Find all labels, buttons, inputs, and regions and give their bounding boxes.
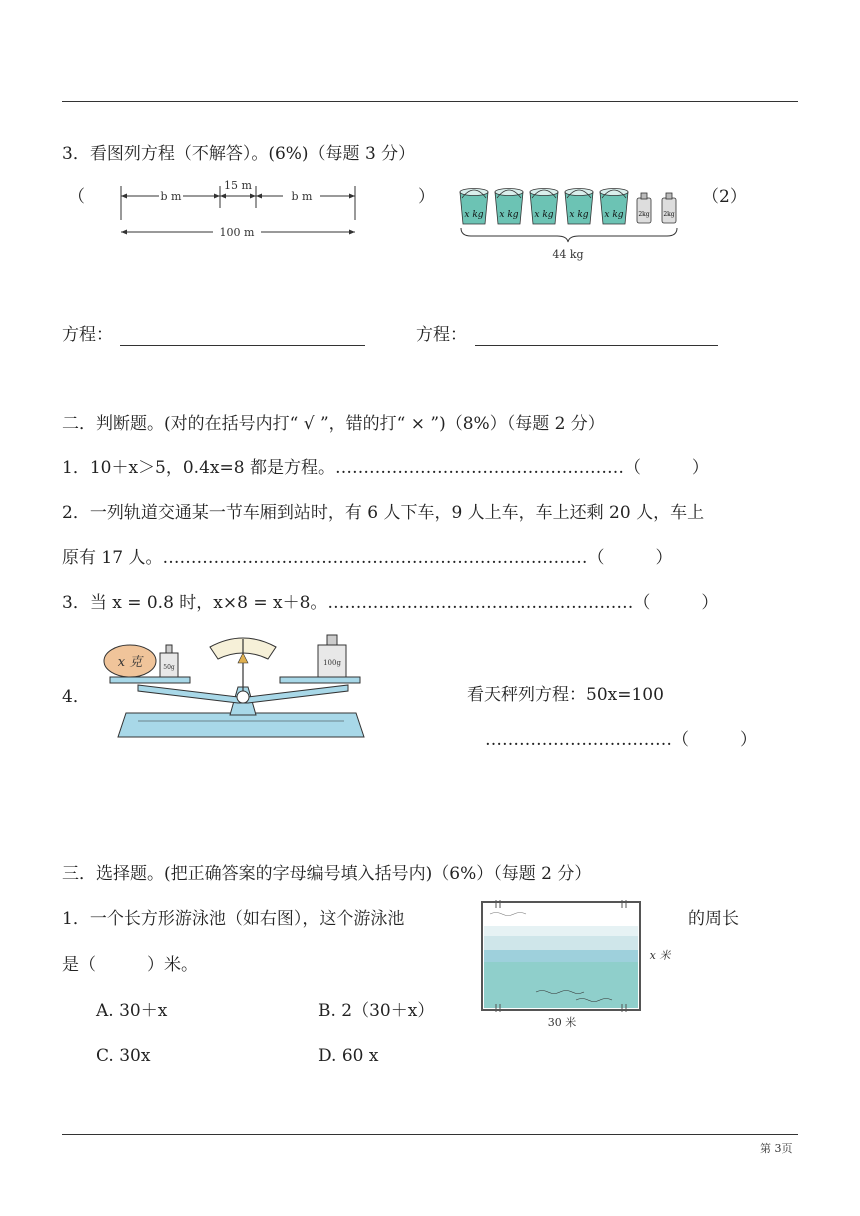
segment-diagram (115, 176, 365, 246)
equation-label-2: 方程： (416, 325, 467, 345)
q3-heading: 3．看图列方程（不解答）。(6%)（每题 3 分） (62, 144, 416, 164)
equation-answer-line-2[interactable] (475, 345, 718, 346)
fig1-open-paren: （ (68, 187, 85, 207)
tf-question-2-line1: 2．一列轨道交通某一节车厢到站时，有 6 人下车，9 人上车，车上还剩 20 人，车上 (62, 503, 705, 523)
weight-100g: 100g (323, 659, 341, 667)
mc-question-1-line2: 是（ ）米。 (62, 955, 198, 975)
mc-question-1-line1: 1．一个长方形游泳池（如右图），这个游泳池 (62, 909, 405, 929)
bucket-label: x kg (534, 210, 554, 220)
bucket-group (460, 189, 628, 225)
tf-question-4-text: 看天秤列方程：50x=100 (467, 685, 664, 705)
pool-bottom-label: 30 米 (547, 1016, 577, 1029)
scale-left-label: x 克 (117, 655, 143, 670)
weight-2kg (637, 193, 651, 223)
header-rule (62, 101, 798, 102)
option-a: A. 30＋x (96, 1001, 168, 1021)
buckets-total: 44 kg (552, 248, 584, 261)
seg-label-total: 100 m (219, 226, 255, 239)
equation-answer-line-1[interactable] (120, 345, 365, 346)
tf-question-4-number: 4． (62, 687, 90, 707)
bucket-label: x kg (604, 210, 624, 220)
tf-question-4-dots: ……………………………（ ） (485, 730, 757, 750)
bucket-label: x kg (569, 210, 589, 220)
weight-2kg (662, 193, 676, 223)
pool-side-label: x 米 (649, 949, 671, 962)
equation-label-1: 方程： (62, 325, 113, 345)
bucket-label: x kg (499, 210, 519, 220)
footer-rule (62, 1134, 798, 1135)
weight-50g: 50g (163, 664, 175, 671)
seg-label-b1: b m (160, 190, 182, 203)
fig1-close-paren: ） (418, 187, 435, 207)
section2-heading: 二．判断题。(对的在括号内打“ √ ”，错的打“ × ”)（8%）（每题 2 分） (62, 414, 605, 434)
svg-text:2kg: 2kg (663, 211, 675, 218)
svg-text:2kg: 2kg (638, 211, 650, 218)
seg-label-b2: b m (291, 190, 313, 203)
option-c: C. 30x (96, 1046, 151, 1066)
tf-question-1: 1．10＋x＞5，0.4x=8 都是方程。……………………………………………（ ） (62, 458, 709, 478)
page-number: 第 3页 (760, 1142, 793, 1155)
tf-question-2-line2: 原有 17 人。…………………………………………………………………（ ） (62, 548, 673, 568)
balance-scale (98, 625, 388, 745)
section3-heading: 三．选择题。(把正确答案的字母编号填入括号内)（6%）（每题 2 分） (62, 864, 592, 884)
tf-question-3: 3．当 x = 0.8 时，x×8 = x＋8。………………………………………………（ ） (62, 593, 719, 613)
option-b: B. 2（30＋x） (318, 1001, 435, 1021)
option-d: D. 60 x (318, 1046, 379, 1066)
fig2-label: （2） (702, 187, 747, 207)
pool-diagram (476, 896, 676, 1034)
bucket-label: x kg (464, 210, 484, 220)
mc-question-1-suffix: 的周长 (688, 909, 739, 929)
buckets-diagram (455, 180, 690, 265)
seg-label-15m: 15 m (224, 179, 252, 192)
